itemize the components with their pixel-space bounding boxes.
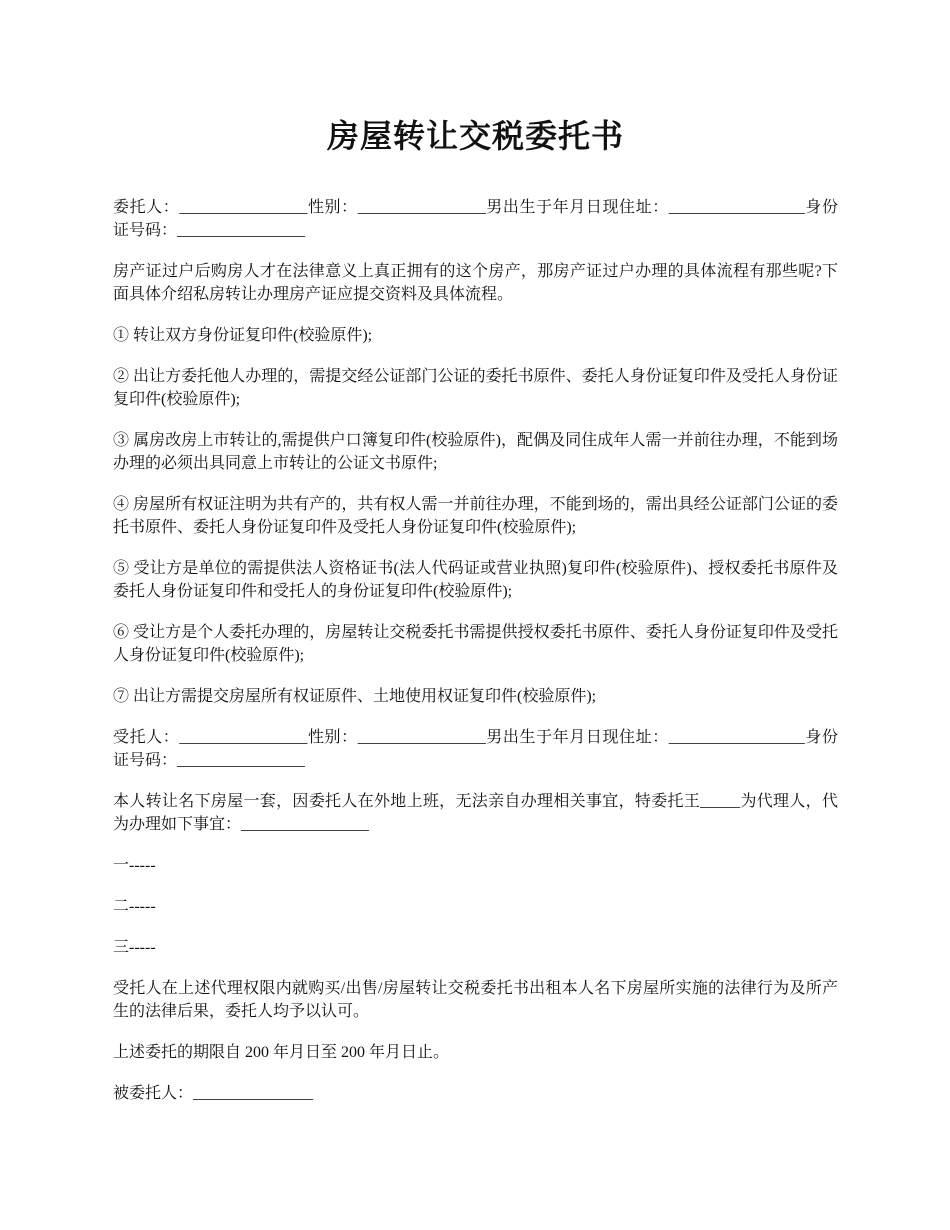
requirement-item-3: ③ 属房改房上市转让的,需提供户口簿复印件(校验原件)，配偶及同住成年人需一并前往办理，不能到场办理的必须出具同意上市转让的公证文书原件;: [113, 432, 838, 472]
trustee-signature: 被委托人：_______________: [113, 1085, 314, 1102]
principal-info: 委托人：________________性别：________________男出生于年月日现住址：_________________身份证号码：________________: [113, 199, 838, 239]
agent-info: 受托人：________________性别：________________男出生于年月日现住址：_________________身份证号码：________________: [113, 729, 838, 769]
document-title: 房屋转让交税委托书: [326, 117, 624, 155]
matter-2: 二-----: [113, 898, 156, 915]
requirement-item-7: ⑦ 出让方需提交房屋所有权证原件、土地使用权证复印件(校验原件);: [113, 688, 597, 705]
requirement-item-1: ① 转让双方身份证复印件(校验原件);: [113, 327, 373, 344]
requirement-item-6: ⑥ 受让方是个人委托办理的，房屋转让交税委托书需提供授权委托书原件、委托人身份证复印件及受托人身份证复印件(校验原件);: [113, 624, 838, 664]
matter-3: 三-----: [113, 939, 156, 956]
requirement-item-5: ⑤ 受让方是单位的需提供法人资格证书(法人代码证或营业执照)复印件(校验原件)、授权委托书原件及委托人身份证复印件和受托人的身份证复印件(校验原件);: [113, 560, 838, 600]
matter-1: 一-----: [113, 857, 156, 874]
delegation-period: 上述委托的期限自 200 年月日至 200 年月日止。: [113, 1044, 450, 1061]
intro-paragraph: 房产证过户后购房人才在法律意义上真正拥有的这个房产，那房产证过户办理的具体流程有那些呢?下面具体介绍私房转让办理房产证应提交资料及具体流程。: [113, 263, 838, 303]
requirement-item-4: ④ 房屋所有权证注明为共有产的，共有权人需一并前往办理，不能到场的，需出具经公证部门公证的委托书原件、委托人身份证复印件及受托人身份证复印件(校验原件);: [113, 496, 838, 536]
requirement-item-2: ② 出让方委托他人办理的，需提交经公证部门公证的委托书原件、委托人身份证复印件及受托人身份证复印件(校验原件);: [113, 368, 838, 408]
legal-consequence: 受托人在上述代理权限内就购买/出售/房屋转让交税委托书出租本人名下房屋所实施的法律行为及所产生的法律后果，委托人均予以认可。: [113, 980, 838, 1020]
delegation-statement: 本人转让名下房屋一套，因委托人在外地上班，无法亲自办理相关事宜，特委托王_____为代理人，代为办理如下事宜：________________: [113, 793, 838, 833]
